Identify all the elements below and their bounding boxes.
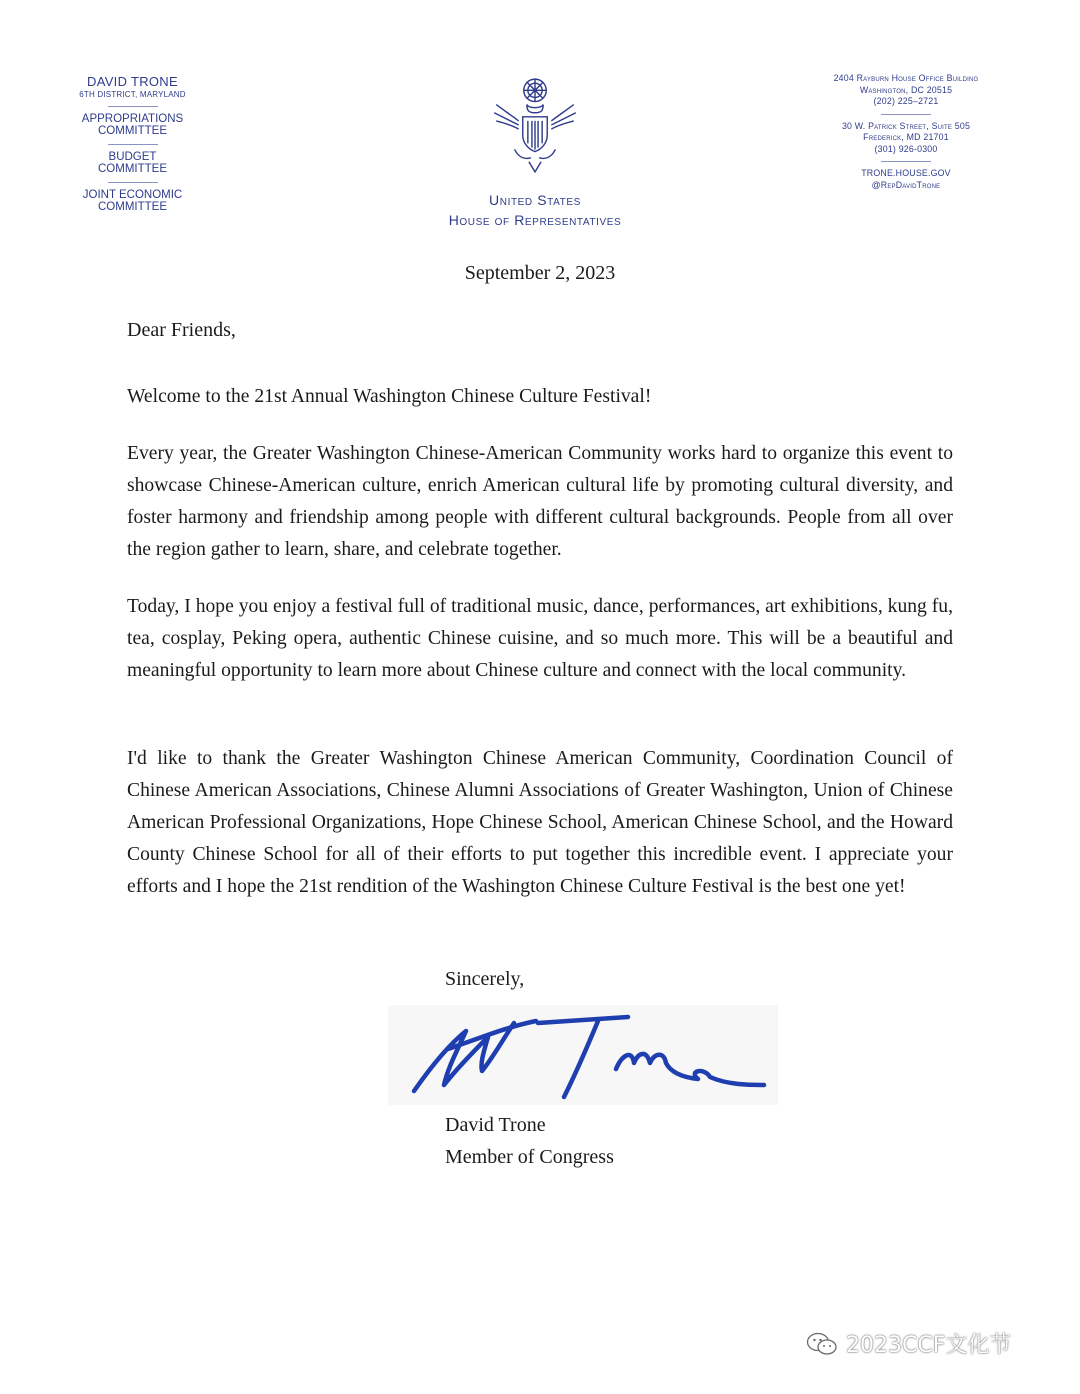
paragraph-festival: Today, I hope you enjoy a festival full of traditional music, dance, performances, art exhibitions, kung fu, tea, cosplay, Peking opera, authentic Chinese cuisine, and so much more. This will be a beautiful and meaningful opportunity to learn more about Chinese culture and connect with the local community. — [127, 596, 953, 681]
district-office-city: Frederick, MD 21701 — [863, 132, 949, 142]
committee-joint-economic — [60, 189, 205, 213]
divider — [108, 106, 158, 107]
letterhead-offices-block — [795, 73, 1017, 191]
wechat-icon — [806, 1331, 838, 1357]
member-name: DAVID TRONE — [87, 74, 178, 89]
district-office — [795, 121, 1017, 156]
committee-label: BUDGET COMMITTEE — [98, 151, 167, 175]
letter-date: September 2, 2023 — [464, 262, 616, 284]
watermark — [806, 1328, 1011, 1359]
watermark-text: 2023CCF文化节 — [846, 1333, 1012, 1358]
dc-office — [795, 73, 1017, 108]
committee-label: JOINT ECONOMIC COMMITTEE — [82, 189, 183, 213]
divider — [881, 161, 931, 162]
house-name — [420, 190, 650, 230]
social-handle-link[interactable]: @RepDavidTrone — [871, 179, 941, 190]
member-district: 6TH DISTRICT, MARYLAND — [79, 90, 186, 99]
dc-office-city: Washington, DC 20515 — [859, 84, 953, 95]
house-seal-icon — [484, 74, 586, 176]
closing: Sincerely, — [445, 968, 525, 990]
dc-office-address: 2404 Rayburn House Office Building — [833, 73, 979, 83]
paragraph-thanks: I'd like to thank the Greater Washington Chinese American Community, Coordination Council of Chinese American Associations, Chinese Alumni Associations of Greater Washington, Union of Chinese American Professional Organizations, Hope Chinese School, American Chinese School, and the Howard County Chinese School for all of their efforts to put together this incredible event. I appreciate your efforts and I hope the 21st rendition of the Washington Chinese Culture Festival is the best one yet! — [127, 748, 953, 897]
paragraph-community: Every year, the Greater Washington Chinese-American Community works hard to organize this event to showcase Chinese-American culture, enrich American cultural life by promoting cultural diversity, and foster harmony and friendship among people with different cultural backgrounds. People from all over the region gather to learn, share, and celebrate together. — [127, 443, 953, 560]
letterhead-member-block — [60, 74, 205, 213]
committee-label: APPROPRIATIONS COMMITTEE — [81, 113, 184, 137]
signer-name: David Trone — [445, 1114, 546, 1136]
salutation: Dear Friends, — [127, 319, 236, 341]
dc-office-phone: (202) 225–2721 — [873, 96, 939, 106]
divider — [108, 144, 158, 145]
divider — [881, 114, 931, 115]
committee-appropriations — [60, 113, 205, 137]
house-line-1: United States — [489, 192, 581, 208]
divider — [108, 182, 158, 183]
committee-budget — [60, 151, 205, 175]
signer-title: Member of Congress — [445, 1146, 614, 1168]
district-office-address: 30 W. Patrick Street, Suite 505 — [841, 120, 971, 131]
signer-block — [445, 1109, 614, 1173]
house-line-2: House of Representatives — [448, 212, 622, 228]
web-links — [795, 168, 1017, 191]
website-link[interactable]: TRONE.HOUSE.GOV — [861, 168, 951, 178]
paragraph-welcome: Welcome to the 21st Annual Washington Chinese Culture Festival! — [127, 386, 652, 407]
district-office-phone: (301) 926-0300 — [874, 143, 938, 154]
handwritten-signature — [388, 1005, 778, 1105]
